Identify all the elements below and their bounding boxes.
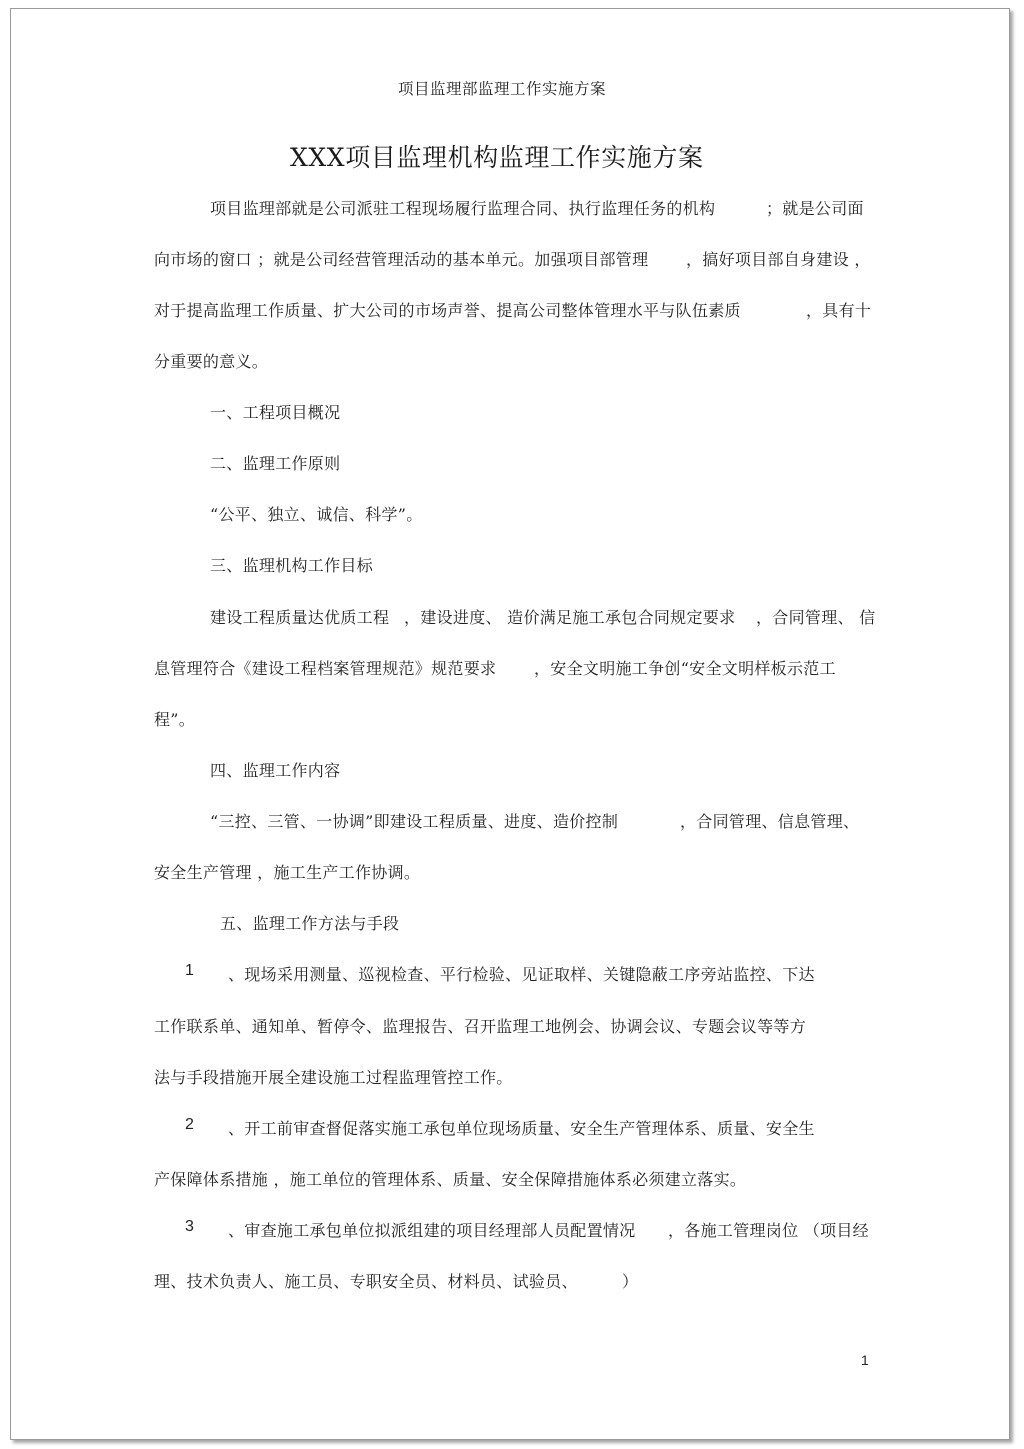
paragraph-line: ，各施工管理岗位 （项目经: [668, 1221, 869, 1240]
running-header: 项目监理部监理工作实施方案: [398, 80, 607, 98]
paragraph-line: ，合同管理、 信: [756, 608, 876, 627]
paragraph-line: 程”。: [154, 710, 196, 729]
paragraph-line: “公平、独立、诚信、科学”。: [210, 505, 423, 524]
paragraph-line: 安全生产管理 ，施工生产工作协调。: [154, 863, 421, 882]
paragraph-line: ，合同管理、信息管理、: [680, 812, 860, 831]
section-heading: 一、工程项目概况: [210, 403, 341, 422]
paragraph-line: 、开工前审查督促落实施工承包单位现场质量、安全生产管理体系、质量、安全生: [228, 1119, 815, 1138]
page-number: 1: [861, 1352, 869, 1368]
paragraph-line: 理、技术负责人、施工员、专职安全员、材料员、试验员、: [154, 1272, 578, 1291]
paragraph-line: 息管理符合《建设工程档案管理规范》规范要求: [154, 659, 497, 678]
document-title: XXX项目监理机构监理工作实施方案: [290, 143, 704, 172]
item-number: 1: [185, 962, 195, 979]
section-heading: 五、监理工作方法与手段: [220, 914, 400, 933]
paragraph-line: 向市场的窗口 ；就是公司经营管理活动的基本单元。加强项目部管理: [154, 250, 649, 269]
section-heading: 二、监理工作原则: [210, 454, 341, 473]
paragraph-line: 、现场采用测量、巡视检查、平行检验、见证取样、关键隐蔽工序旁站监控、下达: [228, 965, 815, 984]
paragraph-line: 法与手段措施开展全建设施工过程监理管控工作。: [154, 1068, 513, 1087]
paragraph-line: 产保障体系措施 ，施工单位的管理体系、质量、安全保障措施体系必须建立落实。: [154, 1170, 747, 1189]
paragraph-line: 对于提高监理工作质量、扩大公司的市场声誉、提高公司整体管理水平与队伍素质: [154, 301, 741, 320]
item-number: 2: [185, 1116, 195, 1133]
paragraph-line: 分重要的意义。: [154, 352, 269, 371]
paragraph-line: 工作联系单、通知单、暂停令、监理报告、召开监理工地例会、协调会议、专题会议等等方: [154, 1017, 807, 1036]
paragraph-line: ，建设进度、 造价满足施工承包合同规定要求: [404, 608, 736, 627]
paragraph-line: ，安全文明施工争创“安全文明样板示范工: [534, 659, 836, 678]
paragraph-line: “三控、三管、一协调”即建设工程质量、进度、造价控制: [210, 812, 619, 831]
paragraph-line: ，搞好项目部自身建设 ，: [686, 250, 871, 269]
paragraph-line: 建设工程质量达优质工程: [210, 608, 390, 627]
item-number: 3: [185, 1218, 195, 1235]
paragraph-line: ）: [622, 1272, 639, 1291]
paragraph-line: 、审查施工承包单位拟派组建的项目经理部人员配置情况: [228, 1221, 636, 1240]
paragraph-line: ，具有十: [806, 301, 872, 320]
section-heading: 三、监理机构工作目标: [210, 556, 374, 575]
paragraph-line: ；就是公司面: [766, 199, 864, 218]
paragraph-line: 项目监理部就是公司派驻工程现场履行监理合同、执行监理任务的机构: [210, 199, 716, 218]
section-heading: 四、监理工作内容: [210, 761, 341, 780]
